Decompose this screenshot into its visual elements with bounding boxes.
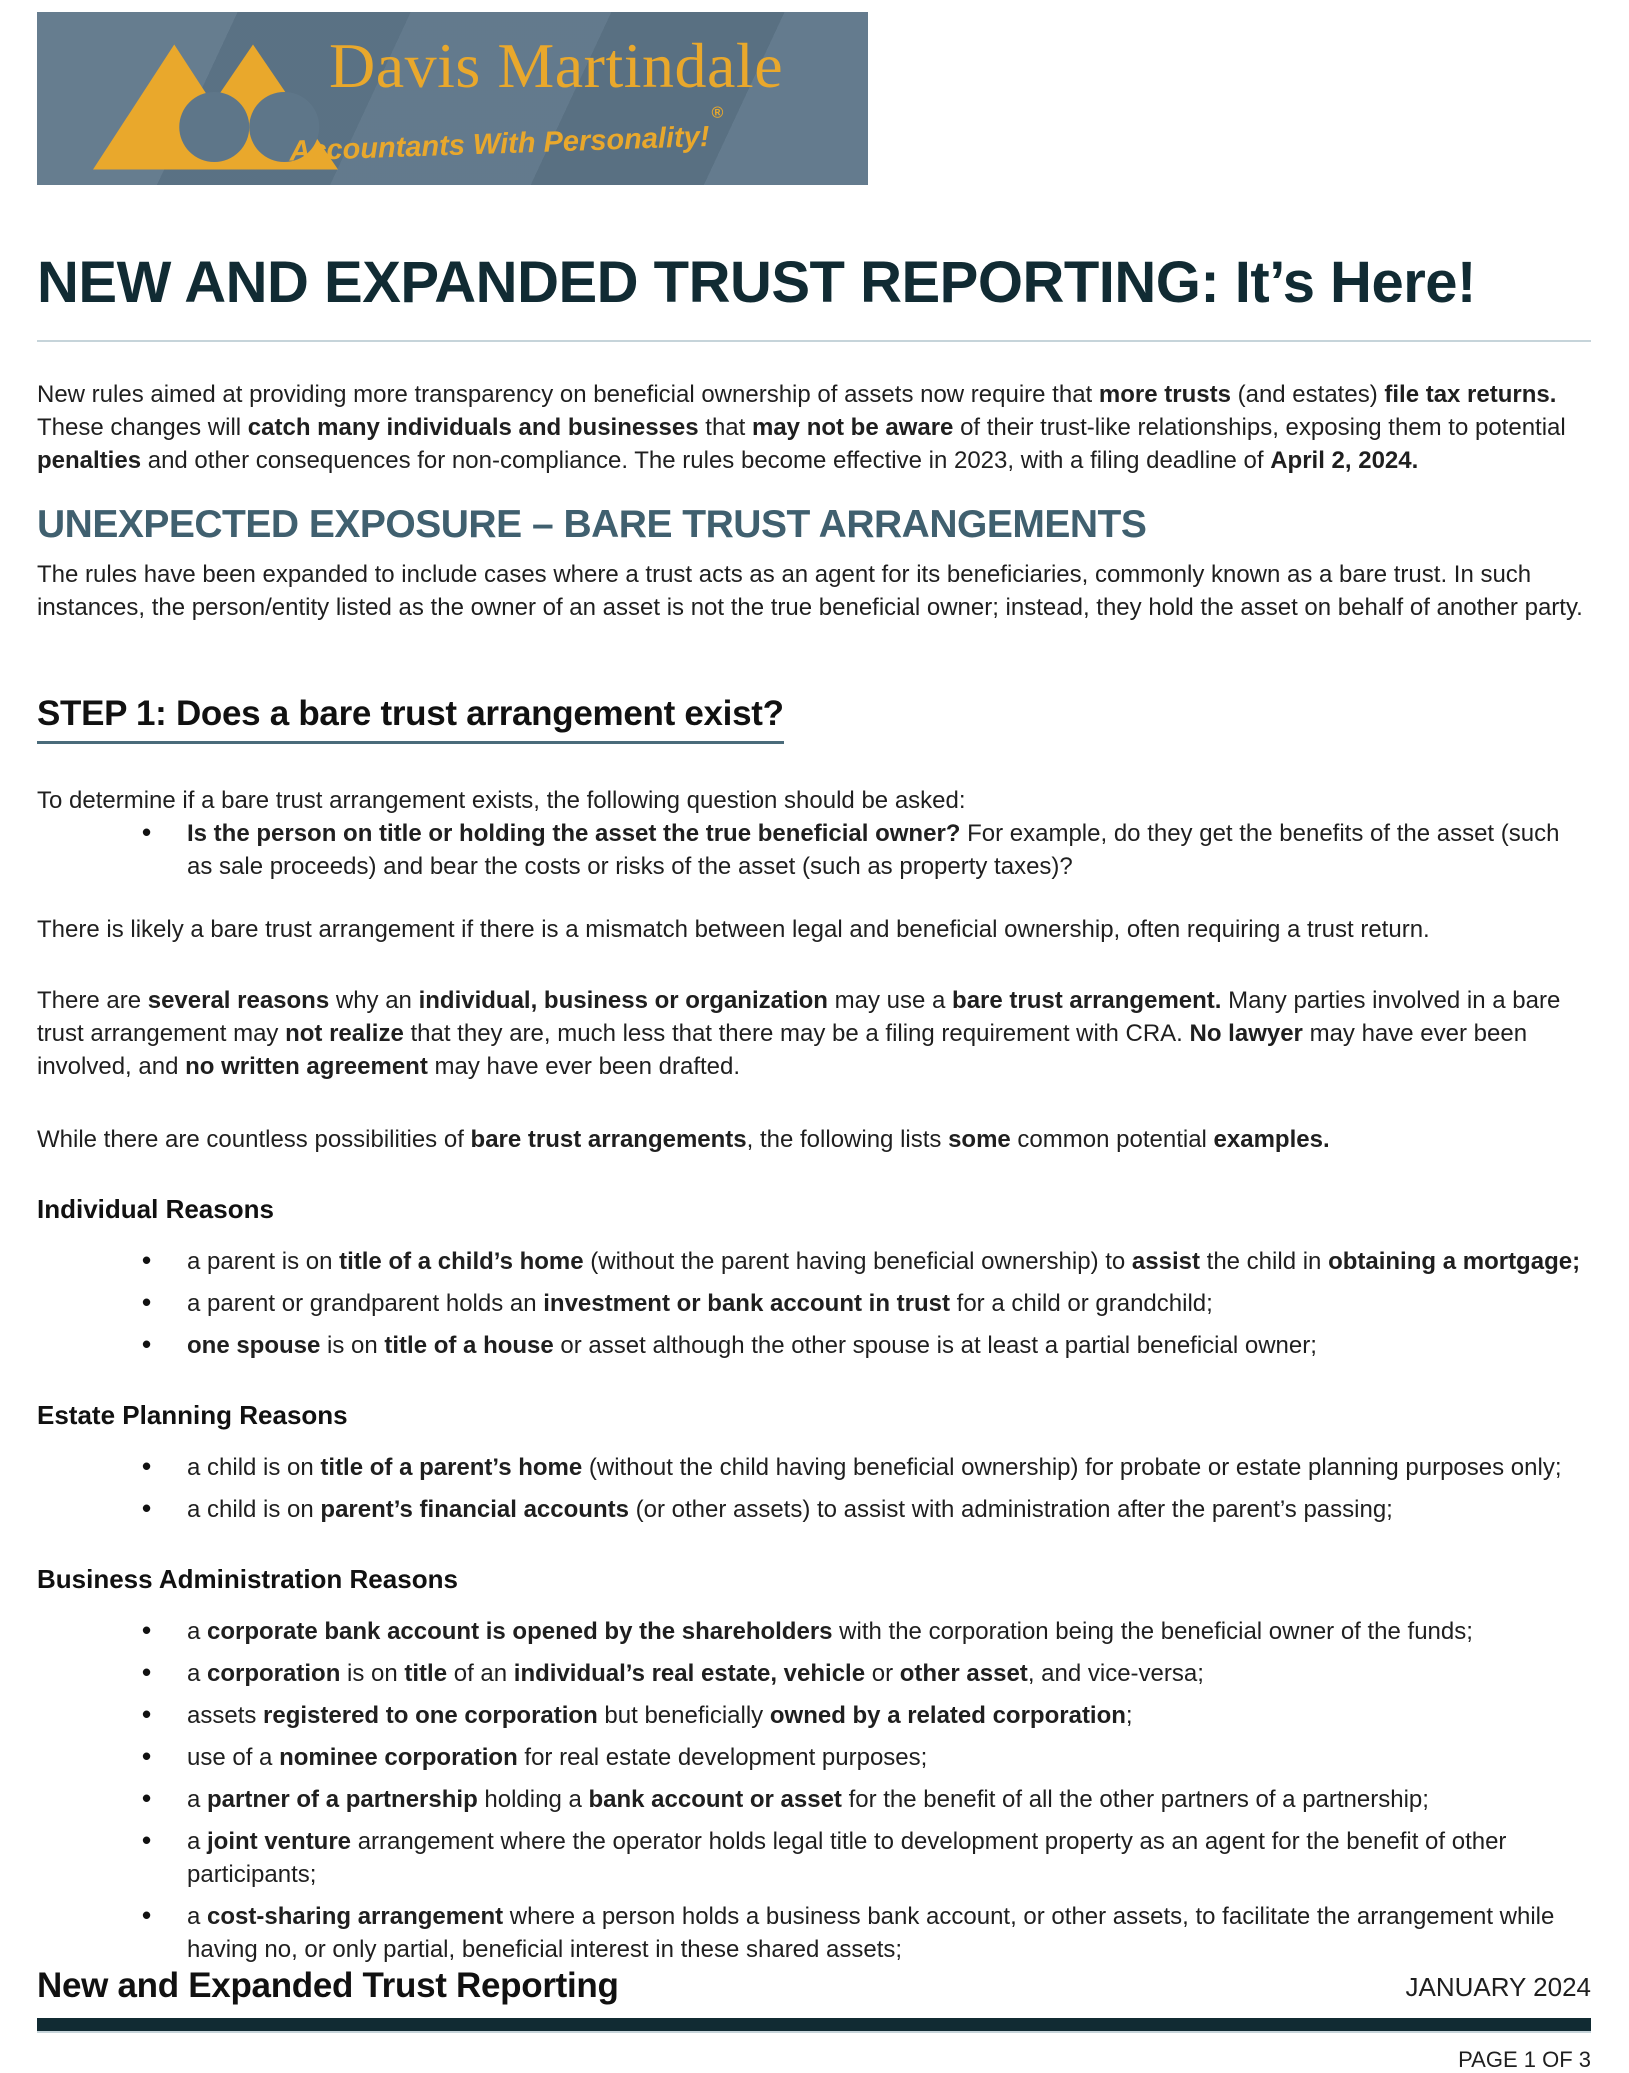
list-item: • a child is on parent’s financial accounts (or other assets) to assist with administration after the parent’s passing; [187, 1493, 1591, 1526]
footer-title: New and Expanded Trust Reporting [37, 1966, 619, 2006]
list-item: • a parent is on title of a child’s home (without the parent having beneficial ownership) to assist the child in obtaining a mortgage; [187, 1245, 1591, 1278]
list-item: • use of a nominee corporation for real estate development purposes; [187, 1741, 1591, 1774]
list-item: • one spouse is on title of a house or asset although the other spouse is at least a partial beneficial owner; [187, 1329, 1591, 1362]
question-bullet-list [37, 817, 1591, 883]
brand-tagline-text: Accountants With Personality! [288, 120, 710, 168]
list-item: • Is the person on title or holding the asset the true beneficial owner? For example, do they get the benefits of the asset (such as sale proceeds) and bear the costs or risks of the asset (such as property taxes)? [187, 817, 1591, 883]
step1-heading [37, 694, 1591, 744]
business-administration-reasons-list [37, 1615, 1591, 1966]
title-rule [37, 340, 1591, 342]
mismatch-paragraph: There is likely a bare trust arrangement if there is a mismatch between legal and beneficial ownership, often requiring a trust return. [37, 916, 1430, 944]
individual-reasons-heading: Individual Reasons [37, 1194, 274, 1225]
list-item: • a partner of a partnership holding a bank account or asset for the benefit of all the other partners of a partnership; [187, 1783, 1591, 1816]
brand-name: Davis Martindale [329, 30, 784, 101]
list-item: • a corporation is on title of an individual’s real estate, vehicle or other asset, and vice-versa; [187, 1657, 1591, 1690]
page-number: PAGE 1 OF 3 [1458, 2047, 1591, 2073]
intro-paragraph: New rules aimed at providing more transparency on beneficial ownership of assets now require that more trusts (and estates) file tax returns. These changes will catch many individuals and businesses that may not be aware of their trust-like relationships, exposing them to potential penalties and other consequences for non-compliance. The rules become effective in 2023, with a filing deadline of April 2, 2024. [37, 380, 1566, 474]
individual-reasons-list [37, 1245, 1591, 1362]
page-footer [37, 1966, 1591, 2073]
step1-lead-paragraph: To determine if a bare trust arrangement exists, the following question should be asked: [37, 787, 966, 815]
individual-reasons-group [37, 1194, 1591, 1362]
reasons-paragraph: There are several reasons why an individual, business or organization may use a bare trust arrangement. Many parties involved in a bare trust arrangement may not realize that they are, much less that there may be a filing requirement with CRA. No lawyer may have ever been involved, and no written agreement may have ever been drafted. [37, 987, 1561, 1081]
brand-banner [37, 12, 868, 185]
page-title: NEW AND EXPANDED TRUST REPORTING: It’s Here! [37, 250, 1476, 315]
business-administration-reasons-group [37, 1564, 1591, 1966]
estate-planning-reasons-group [37, 1400, 1591, 1526]
estate-planning-reasons-heading: Estate Planning Reasons [37, 1400, 348, 1431]
footer-date: JANUARY 2024 [1405, 1972, 1591, 2003]
business-administration-reasons-heading: Business Administration Reasons [37, 1564, 458, 1595]
list-item: • a joint venture arrangement where the operator holds legal title to development property as an agent for the benefit of other participants; [187, 1825, 1591, 1891]
list-item: • a corporate bank account is opened by the shareholders with the corporation being the beneficial owner of the funds; [187, 1615, 1591, 1648]
brand-tagline [288, 104, 725, 168]
list-item: • a cost-sharing arrangement where a person holds a business bank account, or other assets, to facilitate the arrangement while having no, or only partial, beneficial interest in these shared assets; [187, 1900, 1591, 1966]
section-heading-unexpected-exposure: UNEXPECTED EXPOSURE – BARE TRUST ARRANGEMENTS [37, 502, 1147, 546]
list-item: • assets registered to one corporation but beneficially owned by a related corporation; [187, 1699, 1591, 1732]
section-body-paragraph: The rules have been expanded to include cases where a trust acts as an agent for its beneficiaries, commonly known as a bare trust. In such instances, the person/entity listed as the owner of an asset is not the true beneficial owner; instead, they hold the asset on behalf of another party. [37, 560, 1583, 621]
footer-rule [37, 2018, 1591, 2033]
estate-planning-reasons-list [37, 1451, 1591, 1526]
list-item: • a child is on title of a parent’s home (without the child having beneficial ownership) for probate or estate planning purposes only; [187, 1451, 1591, 1484]
step1-heading-text: STEP 1: Does a bare trust arrangement exist? [37, 694, 784, 744]
list-item: • a parent or grandparent holds an investment or bank account in trust for a child or grandchild; [187, 1287, 1591, 1320]
footer-row [37, 1966, 1591, 2006]
examples-paragraph: While there are countless possibilities of bare trust arrangements, the following lists some common potential examples. [37, 1126, 1330, 1154]
registered-mark: ® [711, 104, 724, 122]
